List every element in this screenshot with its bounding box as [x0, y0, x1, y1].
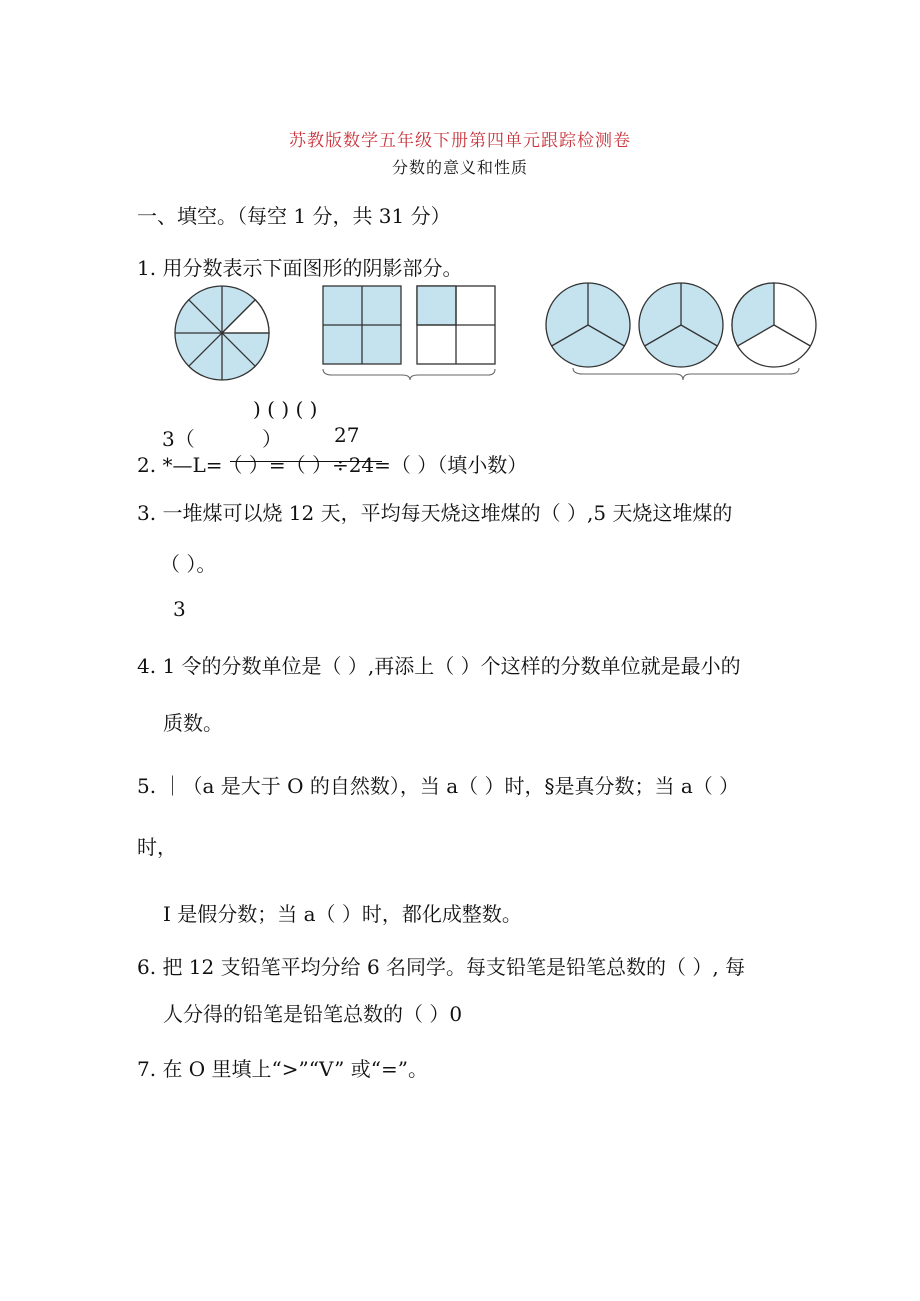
question-5-line1: 5. ｜（a 是大于 O 的自然数），当 a（ ）时，§是真分数；当 a（ ） — [137, 774, 740, 798]
question-3-line1: 3. 一堆煤可以烧 12 天，平均每天烧这堆煤的（ ）,5 天烧这堆煤的 — [137, 501, 733, 525]
q2-strike-line — [230, 461, 382, 462]
q2-top-right: ） — [262, 427, 282, 451]
figure-circle-eighths — [171, 285, 273, 381]
question-6-line2: 人分得的铅笔是铅笔总数的（ ）0 — [163, 1002, 463, 1026]
question-5-line3: I 是假分数；当 a（ ）时，都化成整数。 — [163, 902, 522, 926]
q3-stray-number: 3 — [173, 597, 186, 621]
figure-squares-quarters — [322, 285, 498, 385]
question-7: 7. 在 O 里填上“>”“V” 或“=”。 — [137, 1057, 428, 1081]
q2-top-left: 3（ — [162, 427, 195, 451]
question-2: 2. *—L=（ ）=（ ）÷24=（ ）（填小数） — [137, 453, 528, 477]
doc-title: 苏教版数学五年级下册第四单元跟踪检测卷 — [289, 131, 631, 151]
section-heading: 一、填空。（每空 1 分，共 31 分） — [137, 204, 451, 228]
q2-top-number: 27 — [334, 423, 360, 447]
question-5-line2: 时， — [137, 835, 177, 859]
question-1: 1. 用分数表示下面图形的阴影部分。 — [137, 256, 463, 280]
figure-circles-thirds — [545, 282, 817, 386]
question-3-line2: （ ）。 — [160, 552, 217, 576]
q1-answer-row: ) ( ) ( ) — [253, 397, 318, 421]
doc-subtitle: 分数的意义和性质 — [391, 158, 528, 177]
question-4-line2: 质数。 — [163, 711, 223, 735]
question-6-line1: 6. 把 12 支铅笔平均分给 6 名同学。每支铅笔是铅笔总数的（ ）, 每 — [137, 955, 746, 979]
question-4-line1: 4. 1 令的分数单位是（ ）,再添上（ ）个这样的分数单位就是最小的 — [137, 654, 741, 678]
